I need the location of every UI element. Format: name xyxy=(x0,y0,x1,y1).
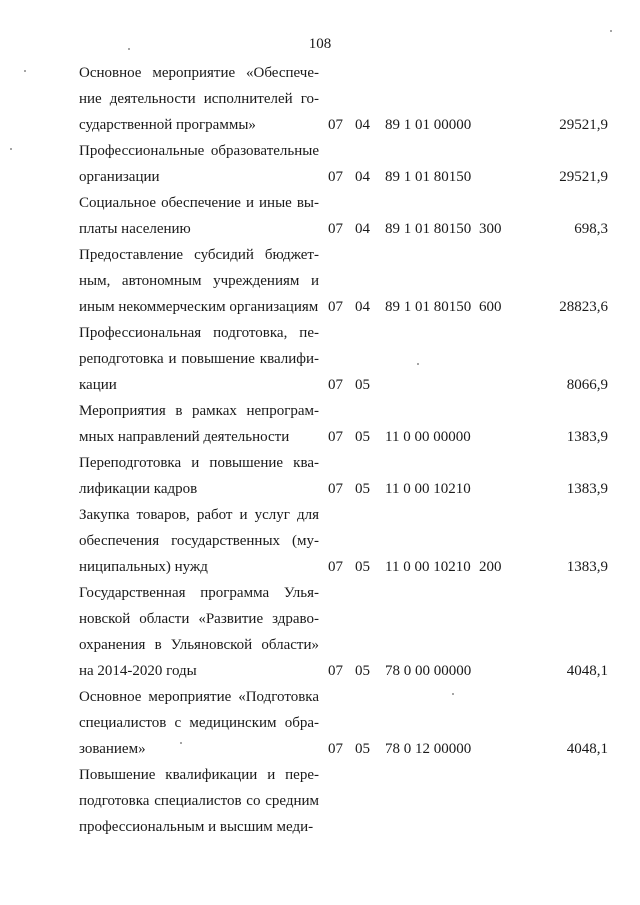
row-description-line: Профессиональная подготовка, пе- xyxy=(79,325,319,341)
row-line xyxy=(0,190,640,216)
row-line xyxy=(0,736,640,762)
target-article-code: 11 0 00 10210 xyxy=(385,481,471,497)
row-line xyxy=(0,320,640,346)
row-description-line: мных направлений деятельности xyxy=(79,429,290,445)
row-line xyxy=(0,346,640,372)
row-line xyxy=(0,86,640,112)
row-description-line: охранения в Ульяновской области» xyxy=(79,637,319,653)
section-code: 07 xyxy=(328,663,343,679)
row-line xyxy=(0,242,640,268)
subsection-code: 05 xyxy=(355,377,370,393)
row-line xyxy=(0,502,640,528)
row-description-line: подготовка специалистов со средним xyxy=(79,793,319,809)
section-code: 07 xyxy=(328,221,343,237)
amount: 29521,9 xyxy=(559,117,608,133)
row-description-line: Мероприятия в рамках непрограм- xyxy=(79,403,319,419)
table-row xyxy=(0,138,640,190)
row-description-line: специалистов с медицинским обра- xyxy=(79,715,319,731)
section-code: 07 xyxy=(328,741,343,757)
amount: 698,3 xyxy=(574,221,608,237)
row-description-line: ным, автономным учреждениям и xyxy=(79,273,319,289)
page-number: 108 xyxy=(308,36,332,52)
row-line xyxy=(0,450,640,476)
table-row xyxy=(0,450,640,502)
row-description-line: на 2014-2020 годы xyxy=(79,663,197,679)
target-article-code: 89 1 01 80150 xyxy=(385,299,472,315)
scan-speck xyxy=(24,70,26,72)
subsection-code: 05 xyxy=(355,663,370,679)
row-description-line: профессиональным и высшим меди- xyxy=(79,819,314,835)
row-description-line: Предоставление субсидий бюджет- xyxy=(79,247,319,263)
expense-type-code: 300 xyxy=(479,221,502,237)
subsection-code: 04 xyxy=(355,169,370,185)
section-code: 07 xyxy=(328,117,343,133)
subsection-code: 04 xyxy=(355,117,370,133)
row-line xyxy=(0,684,640,710)
row-description-line: Закупка товаров, работ и услуг для xyxy=(79,507,319,523)
target-article-code: 89 1 01 80150 xyxy=(385,169,472,185)
amount: 4048,1 xyxy=(566,663,608,679)
row-line xyxy=(0,528,640,554)
row-line xyxy=(0,60,640,86)
row-line xyxy=(0,398,640,424)
row-line xyxy=(0,216,640,242)
row-line xyxy=(0,580,640,606)
row-description-line: ниципальных) нужд xyxy=(79,559,208,575)
row-line xyxy=(0,554,640,580)
subsection-code: 05 xyxy=(355,481,370,497)
row-line xyxy=(0,476,640,502)
target-article-code: 11 0 00 00000 xyxy=(385,429,471,445)
row-line xyxy=(0,710,640,736)
row-description-line: сударственной программы» xyxy=(79,117,256,133)
row-description-line: обеспечения государственных (му- xyxy=(79,533,319,549)
row-description-line: лификации кадров xyxy=(79,481,198,497)
row-description-line: организации xyxy=(79,169,160,185)
row-line xyxy=(0,788,640,814)
amount: 1383,9 xyxy=(566,559,608,575)
row-description-line: Социальное обеспечение и иные вы- xyxy=(79,195,319,211)
subsection-code: 05 xyxy=(355,559,370,575)
target-article-code: 89 1 01 00000 xyxy=(385,117,472,133)
table-row xyxy=(0,580,640,684)
section-code: 07 xyxy=(328,481,343,497)
row-line xyxy=(0,268,640,294)
row-line xyxy=(0,632,640,658)
row-line xyxy=(0,814,640,840)
section-code: 07 xyxy=(328,299,343,315)
expense-type-code: 600 xyxy=(479,299,502,315)
row-line xyxy=(0,762,640,788)
row-line xyxy=(0,112,640,138)
row-description-line: зованием» xyxy=(79,741,146,757)
amount: 1383,9 xyxy=(566,429,608,445)
row-description-line: Государственная программа Улья- xyxy=(79,585,319,601)
expense-type-code: 200 xyxy=(479,559,502,575)
section-code: 07 xyxy=(328,429,343,445)
subsection-code: 05 xyxy=(355,741,370,757)
target-article-code: 78 0 00 00000 xyxy=(385,663,472,679)
scan-speck xyxy=(610,30,612,32)
row-line xyxy=(0,294,640,320)
amount: 8066,9 xyxy=(566,377,608,393)
table-row xyxy=(0,762,640,840)
table-row xyxy=(0,502,640,580)
subsection-code: 04 xyxy=(355,221,370,237)
table-row xyxy=(0,684,640,762)
budget-table xyxy=(0,60,640,840)
scan-speck xyxy=(417,363,419,365)
row-line xyxy=(0,606,640,632)
row-description-line: Основное мероприятие «Обеспече- xyxy=(79,65,319,81)
table-row xyxy=(0,190,640,242)
section-code: 07 xyxy=(328,169,343,185)
row-description-line: новской области «Развитие здраво- xyxy=(79,611,319,627)
target-article-code: 89 1 01 80150 xyxy=(385,221,472,237)
row-description-line: Переподготовка и повышение ква- xyxy=(79,455,319,471)
row-line xyxy=(0,164,640,190)
row-description-line: кации xyxy=(79,377,117,393)
row-description-line: Профессиональные образовательные xyxy=(79,143,319,159)
scan-speck xyxy=(128,48,130,50)
row-line xyxy=(0,372,640,398)
row-description-line: платы населению xyxy=(79,221,191,237)
row-description-line: иным некоммерческим организациям xyxy=(79,299,319,315)
amount: 28823,6 xyxy=(559,299,608,315)
target-article-code: 78 0 12 00000 xyxy=(385,741,472,757)
scan-speck xyxy=(10,148,12,150)
table-row xyxy=(0,320,640,398)
row-description-line: реподготовка и повышение квалифи- xyxy=(79,351,319,367)
row-line xyxy=(0,424,640,450)
table-row xyxy=(0,242,640,320)
table-row xyxy=(0,398,640,450)
section-code: 07 xyxy=(328,377,343,393)
subsection-code: 05 xyxy=(355,429,370,445)
section-code: 07 xyxy=(328,559,343,575)
row-description-line: ние деятельности исполнителей го- xyxy=(79,91,319,107)
row-line xyxy=(0,658,640,684)
table-row xyxy=(0,60,640,138)
subsection-code: 04 xyxy=(355,299,370,315)
target-article-code: 11 0 00 10210 xyxy=(385,559,471,575)
scan-speck xyxy=(452,693,454,695)
amount: 1383,9 xyxy=(566,481,608,497)
amount: 4048,1 xyxy=(566,741,608,757)
row-description-line: Основное мероприятие «Подготовка xyxy=(79,689,319,705)
scan-speck xyxy=(180,742,182,744)
amount: 29521,9 xyxy=(559,169,608,185)
row-line xyxy=(0,138,640,164)
row-description-line: Повышение квалификации и пере- xyxy=(79,767,319,783)
